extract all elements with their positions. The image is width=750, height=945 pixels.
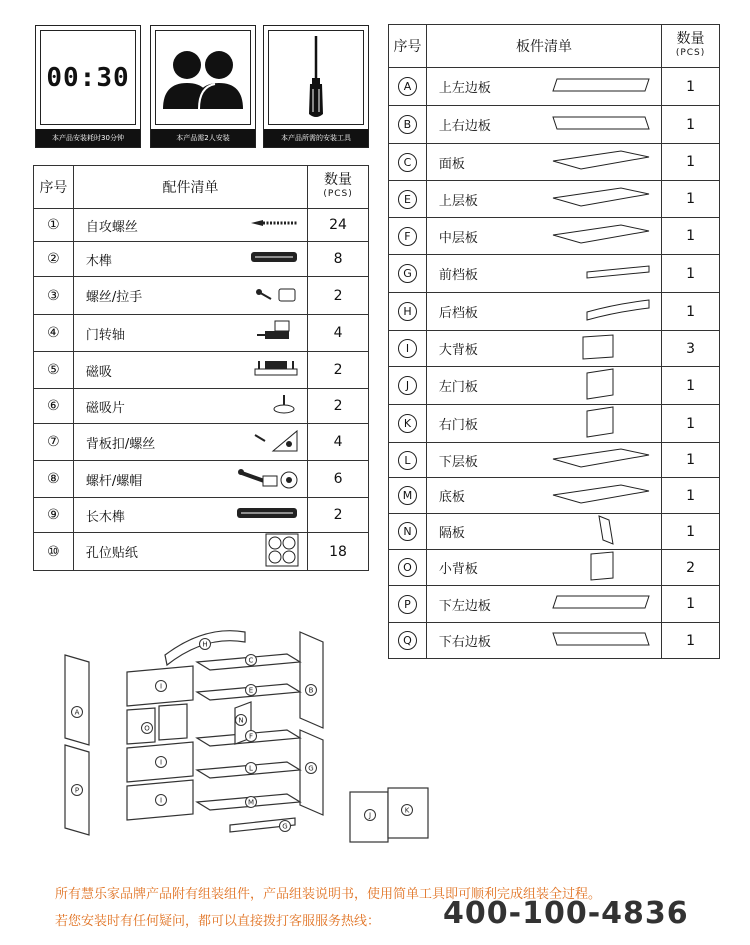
panel-shape-icon xyxy=(551,115,651,135)
diagram-marker-label: K xyxy=(404,806,410,815)
panel-row xyxy=(389,144,720,181)
panel-index xyxy=(389,443,427,478)
wood-dowel-icon xyxy=(249,250,299,268)
clock-display-icon: 00:30 xyxy=(46,62,130,93)
panel-row xyxy=(389,443,720,478)
accessory-name: 木榫 xyxy=(85,253,112,269)
footer-line-2: 若您安装时有任何疑问，都可以直接拨打客服服务热线： xyxy=(55,914,381,929)
accessory-qty: 18 xyxy=(308,533,369,571)
install-tool-box xyxy=(263,25,369,148)
panel-name: 上右边板 xyxy=(438,119,491,134)
panel-letter: O xyxy=(398,558,417,577)
accessory-index: ② xyxy=(34,242,74,277)
panel-letter: H xyxy=(398,302,417,321)
install-tool-caption: 本产品所需的安装工具 xyxy=(264,129,368,147)
panel-row xyxy=(389,218,720,255)
diagram-marker-label: I xyxy=(159,682,163,691)
install-time-caption: 本产品安装耗时30分钟 xyxy=(36,129,140,147)
panel-row xyxy=(389,181,720,218)
panel-shape-icon xyxy=(585,264,651,284)
panel-name: 下左边板 xyxy=(438,598,491,614)
panel-shape-icon xyxy=(551,483,651,509)
panel-shape-icon xyxy=(585,405,615,443)
accessory-name-cell xyxy=(73,352,307,389)
panel-index xyxy=(389,68,427,106)
panel-shape-icon xyxy=(551,149,651,175)
accessory-row xyxy=(34,498,369,533)
accessory-row xyxy=(34,277,369,315)
panel-name: 下右边板 xyxy=(438,635,491,650)
diagram-marker-label: A xyxy=(74,708,80,717)
accessories-name-header: 配件清单 xyxy=(73,166,307,209)
panel-index xyxy=(389,144,427,181)
accessory-index: ④ xyxy=(34,315,74,352)
accessory-qty: 4 xyxy=(308,315,369,352)
panel-name: 隔板 xyxy=(438,526,465,541)
panel-qty: 1 xyxy=(662,106,720,144)
accessory-qty: 4 xyxy=(308,424,369,461)
accessory-index: ⑨ xyxy=(34,498,74,533)
panel-row xyxy=(389,106,720,144)
panel-name-cell xyxy=(426,144,661,181)
panel-name-cell xyxy=(426,181,661,218)
panel-index xyxy=(389,550,427,586)
panel-name: 下层板 xyxy=(438,454,478,470)
diagram-marker-label: G xyxy=(308,764,314,773)
panel-letter: C xyxy=(398,153,417,172)
screw-handle-icon xyxy=(255,285,299,307)
panel-index xyxy=(389,293,427,331)
accessory-row xyxy=(34,352,369,389)
accessories-table xyxy=(33,165,369,571)
panel-name-cell xyxy=(426,255,661,293)
panel-name-cell xyxy=(426,68,661,106)
panel-row xyxy=(389,514,720,550)
accessory-qty: 6 xyxy=(308,461,369,498)
panel-index xyxy=(389,405,427,443)
panel-name: 大背板 xyxy=(438,343,478,358)
accessory-name: 门转轴 xyxy=(85,327,125,343)
panel-letter: E xyxy=(398,190,417,209)
qty-label: 数量 xyxy=(676,31,705,47)
accessory-row xyxy=(34,209,369,242)
panels-index-header: 序号 xyxy=(389,25,427,68)
accessory-name-cell xyxy=(73,533,307,571)
panel-name: 上层板 xyxy=(438,193,478,209)
diagram-marker-label: J xyxy=(368,811,372,820)
panel-name: 底板 xyxy=(438,490,465,505)
panel-name: 左门板 xyxy=(438,380,478,395)
panel-name: 上左边板 xyxy=(438,81,491,96)
back-panel-clip-icon xyxy=(253,427,299,457)
magnet-plate-icon xyxy=(269,393,299,419)
panel-name: 中层板 xyxy=(438,230,478,246)
panel-letter: F xyxy=(398,227,417,246)
panel-letter: L xyxy=(398,451,417,470)
panel-name-cell xyxy=(426,405,661,443)
panel-shape-icon xyxy=(551,447,651,473)
accessory-row xyxy=(34,533,369,571)
accessory-index: ① xyxy=(34,209,74,242)
panel-row xyxy=(389,367,720,405)
panel-letter: M xyxy=(398,486,417,505)
panel-name-cell xyxy=(426,218,661,255)
accessory-index: ⑦ xyxy=(34,424,74,461)
panels-header-row xyxy=(389,25,720,68)
panel-row xyxy=(389,68,720,106)
panel-row xyxy=(389,293,720,331)
diagram-marker-label: F xyxy=(248,732,254,741)
accessory-row xyxy=(34,242,369,277)
diagram-marker-label: H xyxy=(202,640,208,649)
panel-qty: 3 xyxy=(662,331,720,367)
panel-row xyxy=(389,478,720,514)
panel-qty: 1 xyxy=(662,218,720,255)
panel-index xyxy=(389,181,427,218)
accessory-qty: 24 xyxy=(308,209,369,242)
panel-index xyxy=(389,331,427,367)
panel-row xyxy=(389,255,720,293)
panel-index xyxy=(389,514,427,550)
accessory-name-cell xyxy=(73,242,307,277)
panel-name-cell xyxy=(426,586,661,623)
accessory-name: 磁吸片 xyxy=(85,400,125,416)
accessory-name: 长木榫 xyxy=(85,509,125,525)
magnet-catch-icon xyxy=(253,357,299,383)
panel-name-cell xyxy=(426,331,661,367)
install-people-caption: 本产品需2人安装 xyxy=(151,129,255,147)
accessory-name-cell xyxy=(73,209,307,242)
panel-qty: 1 xyxy=(662,443,720,478)
screw-icon xyxy=(249,217,299,233)
accessory-name: 自攻螺丝 xyxy=(85,219,138,235)
accessory-row xyxy=(34,461,369,498)
panel-letter: N xyxy=(398,522,417,541)
long-dowel-icon xyxy=(235,506,299,524)
panels-qty-header xyxy=(662,25,720,68)
panel-shape-icon xyxy=(585,298,651,326)
panel-shape-icon xyxy=(551,631,651,651)
accessory-qty: 2 xyxy=(308,277,369,315)
panel-name-cell xyxy=(426,367,661,405)
panel-name-cell xyxy=(426,106,661,144)
panel-b-shape xyxy=(300,632,323,728)
accessories-qty-header xyxy=(308,166,369,209)
panel-name-cell xyxy=(426,514,661,550)
panel-shape-icon xyxy=(551,594,651,614)
screwdriver-icon xyxy=(301,34,331,122)
exploded-assembly-diagram xyxy=(55,620,445,845)
panel-letter: G xyxy=(398,264,417,283)
panel-name: 面板 xyxy=(438,156,465,172)
qty-label: 数量 xyxy=(324,172,353,188)
accessory-name: 螺丝/拉手 xyxy=(85,290,143,305)
panel-letter: K xyxy=(398,414,417,433)
accessory-row xyxy=(34,424,369,461)
diagram-marker-label: C xyxy=(248,656,254,665)
accessory-name-cell xyxy=(73,461,307,498)
service-hotline: 400-100-4836 xyxy=(443,896,689,931)
panel-letter: P xyxy=(398,595,417,614)
accessory-name: 磁吸 xyxy=(85,364,112,380)
panel-qty: 1 xyxy=(662,586,720,623)
panel-letter: A xyxy=(398,77,417,96)
panel-name-cell xyxy=(426,623,661,659)
accessory-name-cell xyxy=(73,498,307,533)
diagram-marker-label: P xyxy=(74,786,80,795)
diagram-marker-label: N xyxy=(238,716,244,725)
diagram-marker-label: L xyxy=(249,764,253,773)
panel-qty: 1 xyxy=(662,405,720,443)
qty-unit: (PCS) xyxy=(323,189,353,199)
footer-line-1: 所有慧乐家品牌产品附有组装组件，产品组装说明书，使用简单工具即可顺利完成组装全过程。 xyxy=(55,887,602,902)
panel-row xyxy=(389,550,720,586)
accessory-qty: 2 xyxy=(308,498,369,533)
panel-index xyxy=(389,586,427,623)
diagram-marker-label: I xyxy=(159,796,163,805)
diagram-marker-label: O xyxy=(144,724,150,733)
panel-qty: 1 xyxy=(662,255,720,293)
diagram-marker-label: E xyxy=(248,686,254,695)
diagram-marker-label: G xyxy=(282,822,288,831)
qty-unit: (PCS) xyxy=(675,48,706,58)
panel-name: 后档板 xyxy=(438,306,478,321)
panel-shape-icon xyxy=(597,514,615,550)
accessory-index: ⑤ xyxy=(34,352,74,389)
accessory-index: ③ xyxy=(34,277,74,315)
back-o2-shape xyxy=(159,704,187,740)
hole-sticker-icon xyxy=(265,533,299,571)
install-time-box xyxy=(35,25,141,148)
panel-qty: 1 xyxy=(662,367,720,405)
panel-shape-icon xyxy=(589,550,615,586)
accessory-qty: 2 xyxy=(308,352,369,389)
hinge-icon xyxy=(255,319,299,347)
diagram-marker-label: B xyxy=(308,686,314,695)
panel-shape-icon xyxy=(551,186,651,212)
panel-qty: 1 xyxy=(662,181,720,218)
panel-index xyxy=(389,218,427,255)
panel-shape-icon xyxy=(581,333,615,365)
panel-qty: 1 xyxy=(662,478,720,514)
panel-name: 右门板 xyxy=(438,418,478,433)
install-people-box xyxy=(150,25,256,148)
panel-shape-icon xyxy=(551,77,651,97)
panel-row xyxy=(389,586,720,623)
panel-letter: B xyxy=(398,115,417,134)
accessory-index: ⑩ xyxy=(34,533,74,571)
panel-qty: 1 xyxy=(662,144,720,181)
panel-a-shape xyxy=(65,655,89,745)
panel-index xyxy=(389,367,427,405)
accessory-index: ⑥ xyxy=(34,389,74,424)
accessory-qty: 2 xyxy=(308,389,369,424)
panel-letter: I xyxy=(398,339,417,358)
panels-table xyxy=(388,24,720,659)
bolt-nut-icon xyxy=(237,464,299,494)
panel-name-cell xyxy=(426,443,661,478)
panels-name-header: 板件清单 xyxy=(426,25,661,68)
accessory-name: 孔位贴纸 xyxy=(85,546,138,561)
accessory-name: 背板扣/螺丝 xyxy=(85,436,156,452)
panel-letter: J xyxy=(398,376,417,395)
accessory-index: ⑧ xyxy=(34,461,74,498)
accessory-name: 螺杆/螺帽 xyxy=(85,473,143,489)
panel-qty: 1 xyxy=(662,623,720,659)
accessory-name-cell xyxy=(73,315,307,352)
panel-name: 前档板 xyxy=(438,268,478,283)
panel-name-cell xyxy=(426,293,661,331)
accessory-name-cell xyxy=(73,277,307,315)
panel-index xyxy=(389,255,427,293)
panel-name-cell xyxy=(426,478,661,514)
panel-index xyxy=(389,106,427,144)
diagram-marker-label: I xyxy=(159,758,163,767)
accessory-row xyxy=(34,315,369,352)
diagram-marker-label: M xyxy=(247,798,255,807)
panel-shape-icon xyxy=(585,367,615,405)
panel-qty: 2 xyxy=(662,550,720,586)
panel-qty: 1 xyxy=(662,293,720,331)
panel-letter: Q xyxy=(398,631,417,650)
accessory-name-cell xyxy=(73,389,307,424)
panel-name: 小背板 xyxy=(438,562,478,577)
panel-index xyxy=(389,478,427,514)
panel-row xyxy=(389,405,720,443)
panel-name-cell xyxy=(426,550,661,586)
panel-shape-icon xyxy=(551,223,651,249)
accessory-name-cell xyxy=(73,424,307,461)
panel-qty: 1 xyxy=(662,68,720,106)
two-people-icon xyxy=(157,43,249,113)
panel-qty: 1 xyxy=(662,514,720,550)
accessories-header-row xyxy=(34,166,369,209)
accessory-qty: 8 xyxy=(308,242,369,277)
panel-row xyxy=(389,331,720,367)
accessories-index-header: 序号 xyxy=(34,166,74,209)
accessory-row xyxy=(34,389,369,424)
